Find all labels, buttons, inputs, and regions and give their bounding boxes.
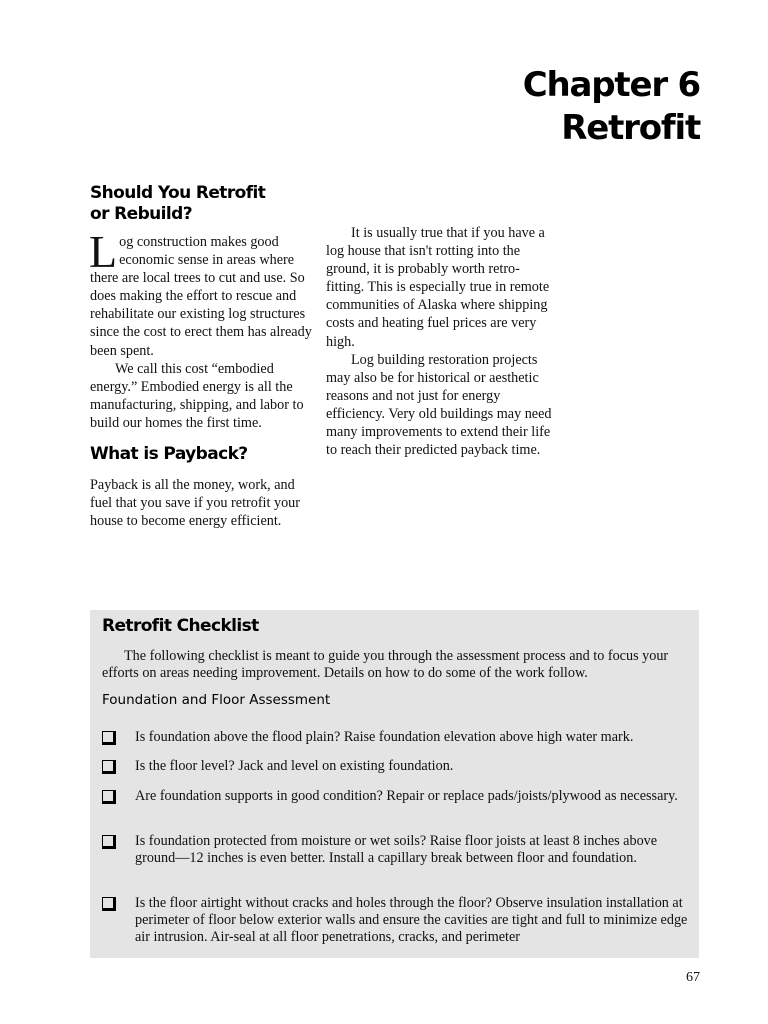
checklist-item-text: Are foundation supports in good condition? Repair or replace pads/joists/plywood as necessary. [135,788,678,804]
checklist-item-text: Is foundation protected from moisture or wet soils? Raise floor joists at least 8 inches above ground—12 inches is even better. Install a capillary break between floor and foundation. [135,833,658,866]
heading-line-2: or Rebuild? [90,204,192,224]
checklist-item-text: Is the floor airtight without cracks and holes through the floor? Observe insulation installation at perimeter of floor below exterior walls and ensure the cavities are tight and full to minimize edge air intrusion. Air-seal at all floor penetrations, cracks, and perimeter [135,895,688,945]
checklist-intro: The following checklist is meant to guide you through the assessment process and to focus your efforts on areas needing improvement. Details on how to do some of the work follow. [102,648,669,681]
checklist-item-text: Is the floor level? Jack and level on existing foundation. [135,758,454,774]
heading-line-1: Should You Retrofit [90,183,266,203]
section-heading-retrofit-or-rebuild [90,183,312,225]
checklist-item [102,758,692,775]
checklist-item [102,833,692,867]
paragraph-embodied-energy: We call this cost “embodied energy.” Embodied energy is all the manufacturing, shipping, and labor to build our homes the first time. [90,360,304,431]
right-column [326,224,552,459]
checklist-item [102,788,692,805]
paragraph-payback: Payback is all the money, work, and fuel that you save if you retrofit your house to become energy efficient. [90,477,300,530]
checkbox-icon[interactable] [102,731,116,745]
checklist-item [102,895,692,946]
retrofit-checklist-panel [90,610,699,958]
checkbox-icon[interactable] [102,835,116,849]
checklist-title: Retrofit Checklist [102,616,259,636]
chapter-label: Chapter 6 [522,65,700,105]
checklist-item [102,729,692,746]
left-column [90,183,312,530]
paragraph-text: og construction makes good economic sense in areas where there are local trees to cut and use. So does making the effort to rescue and rehabilitate our existing log structures since the cost to erect them has already been spent. [90,234,312,359]
checkbox-icon[interactable] [102,790,116,804]
chapter-heading [523,64,700,150]
chapter-title: Retrofit [561,108,700,148]
checklist-subhead: Foundation and Floor Assessment [102,692,331,708]
checkbox-icon[interactable] [102,760,116,774]
drop-cap: L [89,226,118,277]
paragraph-restoration: Log building restoration projects may also be for historical or aesthetic reasons and not just for energy efficiency. Very old buildings may need many improvements to extend their life to reach their predicted payback time. [326,351,552,459]
checklist-item-text: Is foundation above the flood plain? Raise foundation elevation above high water mark. [135,729,634,745]
page-number: 67 [686,970,700,985]
checkbox-icon[interactable] [102,897,116,911]
paragraph-worth-retrofitting: It is usually true that if you have a log house that isn't rotting into the ground, it is probably worth retro-fitting. This is especially true in remote communities of Alaska where shipping costs and heating fuel prices are very high. [326,225,550,350]
section-heading-payback: What is Payback? [90,444,248,465]
paragraph-log-construction [89,226,312,360]
